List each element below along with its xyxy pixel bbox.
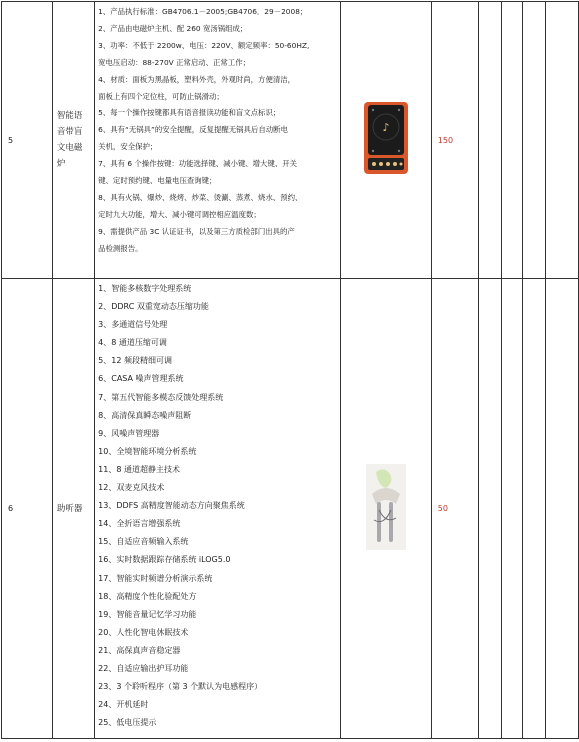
spec-line: 9、需提供产品 3C 认证证书，以及第三方质检部门出具的产 <box>98 226 295 236</box>
spec-line: 24、开机延时 <box>98 700 149 710</box>
spec-line: 13、DDFS 高精度智能动态方向聚焦系统 <box>98 501 245 511</box>
spec-line: 3、功率：不低于 2200w、电压：220V、额定频率：50-60HZ, <box>98 40 310 50</box>
spec-line: 宽电压启动：88-270V 正常启动、正常工作； <box>98 57 250 67</box>
table-row <box>2 279 579 739</box>
quantity: 150 <box>431 2 479 279</box>
spec-line: 2、DDRC 双重宽动态压缩功能 <box>98 302 209 312</box>
product-spec-table <box>1 1 579 739</box>
induction-cooker-image <box>363 101 409 179</box>
empty-cell <box>523 279 546 739</box>
spec-line: 定时九大功能，增大、减小键可调控相应温度数； <box>98 209 261 219</box>
spec-line: 19、智能音量记忆学习功能 <box>98 609 197 619</box>
empty-cell <box>479 279 501 739</box>
spec-line: 17、智能实时频谱分析演示系统 <box>98 573 213 583</box>
product-name: 助听器 <box>52 279 94 739</box>
item-number: 6 <box>2 279 53 739</box>
item-number: 5 <box>2 2 53 279</box>
quantity: 50 <box>431 279 479 739</box>
spec-line: 关机，安全保护； <box>98 142 158 152</box>
spec-line: 5、每一个操作按键都具有语音报读功能和盲文点标识； <box>98 108 281 118</box>
product-name-line: 音带盲 <box>56 127 83 137</box>
product-name-line: 炉 <box>56 159 66 169</box>
spec-line: 1、产品执行标准：GB4706.1－2005;GB4706．29－2008； <box>98 7 308 16</box>
spec-line: 25、低电压提示 <box>98 718 157 728</box>
spec-list <box>95 279 340 732</box>
spec-line: 22、自适应输出护耳功能 <box>98 663 189 673</box>
spec-line: 4、材质：面板为黑晶板，塑料外壳，外观时尚，方便清洁， <box>98 74 296 84</box>
empty-cell <box>479 2 501 279</box>
empty-cell <box>501 2 522 279</box>
empty-cell <box>546 279 579 739</box>
empty-cell <box>523 2 546 279</box>
spec-line: 品检测报告。 <box>98 243 143 253</box>
svg-text:♪: ♪ <box>382 121 390 134</box>
spec-line: 键、定时预约键、电量电压查询键； <box>98 176 217 186</box>
spec-line: 14、全折语言增强系统 <box>98 519 181 529</box>
spec-cell <box>95 2 341 279</box>
spec-cell <box>95 279 341 739</box>
product-image-cell <box>341 2 431 279</box>
spec-line: 6、具有“无锅具”的安全提醒，反复提醒无锅具后自动断电 <box>98 125 288 135</box>
spec-line: 8、高清保真瞬态噪声阻断 <box>98 410 192 420</box>
spec-line: 11、8 通道超静主技术 <box>98 464 180 474</box>
table-row <box>2 2 579 279</box>
spec-line: 21、高保真声音稳定器 <box>98 645 181 655</box>
spec-line: 2、产品由电磁炉主机、配 260 宽汤锅组成； <box>98 23 248 33</box>
spec-line: 4、8 通道压缩可调 <box>98 338 167 348</box>
spec-line: 面板上有四个定位柱，可防止锅滑动； <box>98 91 224 101</box>
spec-line: 7、第五代智能多模态反馈处理系统 <box>98 392 224 402</box>
spec-line: 6、CASA 噪声管理系统 <box>98 374 184 384</box>
spec-line: 20、人性化智电休眠技术 <box>98 627 189 637</box>
spec-list <box>95 2 340 258</box>
spec-line: 18、高精度个性化验配处方 <box>98 591 197 601</box>
spec-line: 7、具有 6 个操作按键：功能选择键、减小键、增大键、开关 <box>98 159 298 169</box>
spec-line: 3、多通道信号处理 <box>98 320 168 330</box>
spec-line: 1、智能多核数字处理系统 <box>98 284 192 293</box>
product-image-cell <box>341 279 431 739</box>
empty-cell <box>501 279 522 739</box>
spec-line: 16、实时数据跟踪存储系统 iLOG5.0 <box>98 555 231 565</box>
spec-line: 23、3 个聆听程序（第 3 个默认为电感程序） <box>98 682 263 692</box>
spec-line: 5、12 频段精细可调 <box>98 356 172 366</box>
hearing-aid-image <box>366 464 406 554</box>
spec-line: 9、风噪声管理器 <box>98 428 160 438</box>
spec-line: 8、具有火锅、爆炒、烧烤、炒菜、烫涮、蒸煮、烧水、预约、 <box>98 192 303 202</box>
spec-line: 10、全境智能环境分析系统 <box>98 446 197 456</box>
empty-cell <box>546 2 579 279</box>
spec-line: 12、双麦克风技术 <box>98 483 165 493</box>
spec-line: 15、自适应音频输入系统 <box>98 537 189 547</box>
product-name-line: 文电磁 <box>56 143 83 153</box>
product-name-line: 智能语 <box>56 111 83 121</box>
product-name <box>52 2 94 279</box>
